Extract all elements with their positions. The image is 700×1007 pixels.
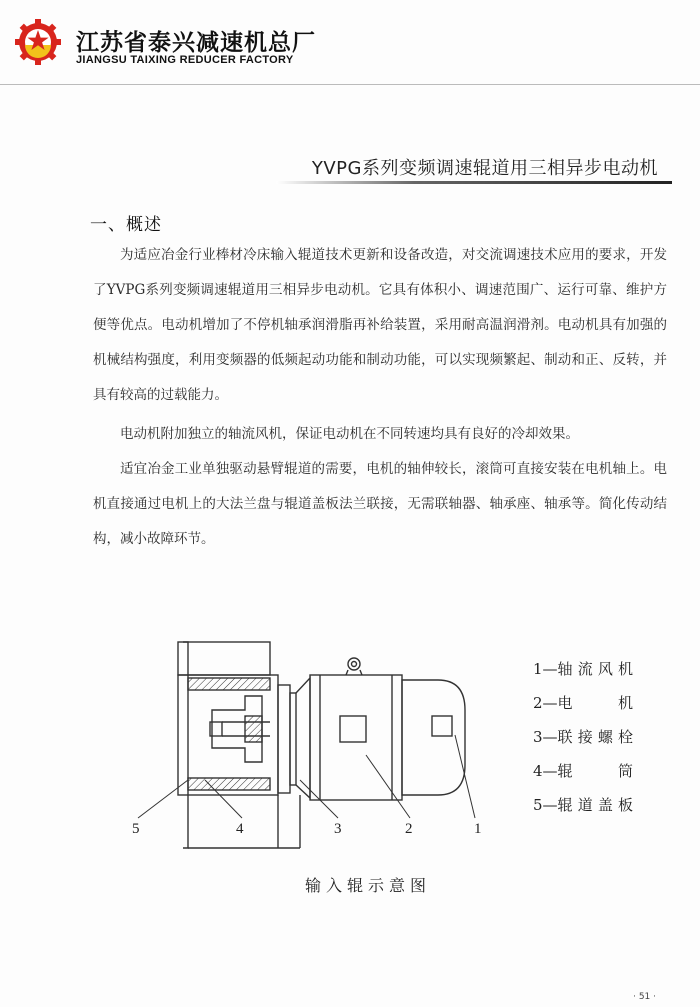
figure-caption: 输入辊示意图	[305, 876, 432, 895]
company-name-cn: 江苏省泰兴减速机总厂	[76, 30, 316, 56]
roller-schematic-diagram	[120, 630, 500, 860]
legend-item: 5— 辊 道 盖 板	[533, 796, 633, 814]
paragraph-fan: 电动机附加独立的轴流风机，保证电动机在不同转速均具有良好的冷却效果。	[120, 426, 579, 442]
callout-3: 3	[334, 821, 342, 837]
legend-item: 4— 辊 筒	[533, 762, 633, 780]
gear-star-logo-icon	[14, 18, 62, 66]
title-underline	[276, 181, 672, 184]
page-header	[0, 0, 700, 100]
paragraph-application: 适宜冶金工业单独驱动悬臂辊道的需要，电机的轴伸较长，滚筒可直接安装在电机轴上。电机直接通过电机上的大法兰盘与辊道盖板法兰联接，无需联轴器、轴承座、轴承等。简化传动结构，减小故障环节。	[93, 461, 667, 547]
callout-1: 1	[474, 821, 482, 837]
legend-item: 2— 电 机	[533, 694, 633, 712]
figure-legend	[533, 652, 633, 822]
header-divider	[0, 84, 700, 85]
legend-item: 1— 轴 流 风 机	[533, 660, 633, 678]
callout-2: 2	[405, 821, 413, 837]
legend-item: 3— 联 接 螺 栓	[533, 728, 633, 746]
company-name-en: JIANGSU TAIXING REDUCER FACTORY	[76, 54, 294, 66]
section-title: YVPG系列变频调速辊道用三相异步电动机	[311, 158, 658, 179]
paragraph-overview: 为适应冶金行业棒材冷床输入辊道技术更新和设备改造，对交流调速技术应用的要求，开发了YVPG系列变频调速辊道用三相异步电动机。它具有体积小、调速范围广、运行可靠、维护方便等优点。电动机增加了不停机轴承润滑脂再补给装置，采用耐高温润滑剂。电动机具有加强的机械结构强度，利用变频器的低频起动功能和制动功能，可以实现频繁起、制动和正、反转，并具有较高的过载能力。	[93, 247, 667, 403]
section-heading: 一、概述	[90, 215, 162, 235]
callout-5: 5	[132, 821, 140, 837]
page-number: · 51 ·	[633, 992, 656, 1002]
callout-4: 4	[236, 821, 244, 837]
